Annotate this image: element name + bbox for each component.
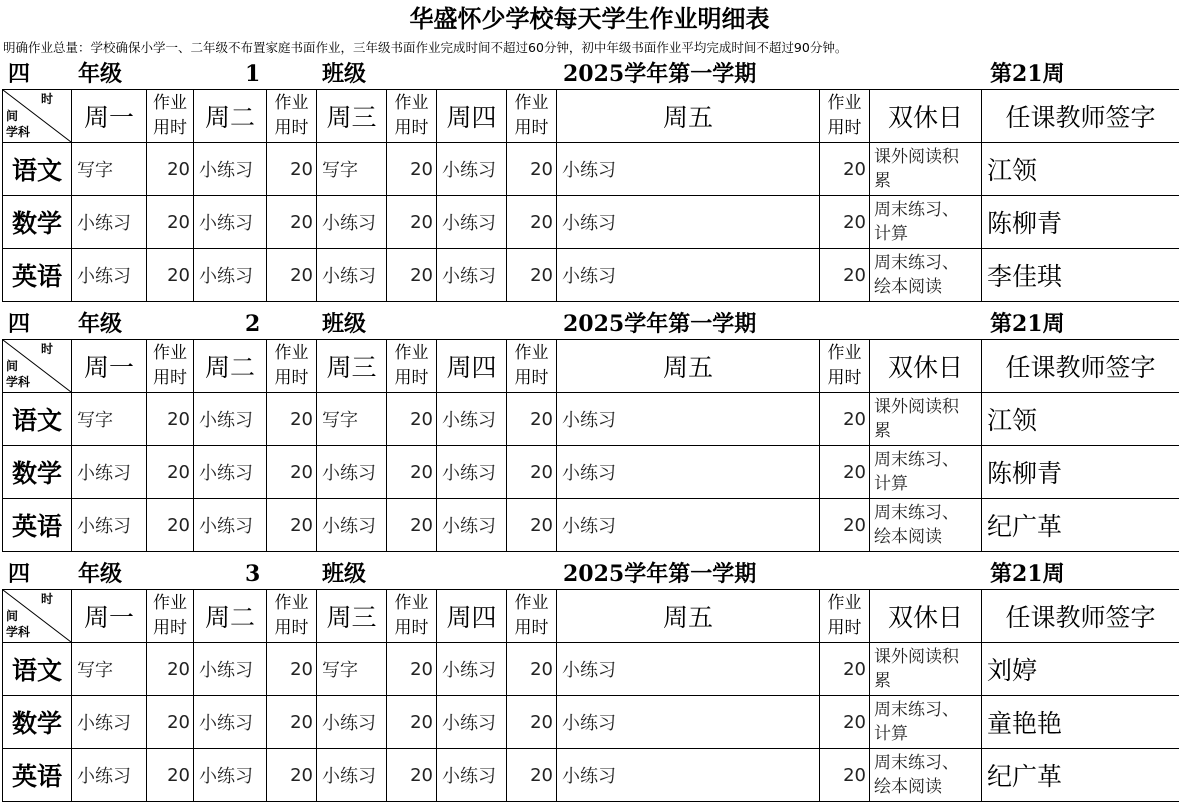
homework-minutes: 20	[387, 643, 437, 696]
day-header-wed: 周三	[317, 340, 387, 393]
term-label: 2025学年第一学期	[563, 561, 757, 587]
homework-minutes: 20	[267, 446, 317, 499]
homework-task: 小练习	[194, 643, 267, 696]
homework-time-header: 作业 用时	[507, 340, 557, 393]
day-header-tue: 周二	[194, 340, 267, 393]
day-header-mon: 周一	[72, 590, 147, 643]
homework-minutes: 20	[267, 749, 317, 802]
homework-task: 小练习	[72, 749, 147, 802]
corner-jian-label: 间	[6, 359, 19, 373]
weekend-header: 双休日	[870, 590, 982, 643]
day-header-wed: 周三	[317, 90, 387, 143]
homework-minutes: 20	[820, 446, 870, 499]
homework-minutes: 20	[267, 393, 317, 446]
teacher-signature-header: 任课教师签字	[982, 590, 1179, 643]
corner-time-label: 时	[40, 342, 53, 356]
homework-task: 小练习	[194, 196, 267, 249]
teacher-signature: 纪广革	[982, 499, 1179, 552]
homework-minutes: 20	[820, 499, 870, 552]
homework-task: 小练习	[557, 143, 820, 196]
subject-row	[3, 143, 1179, 196]
homework-task: 小练习	[317, 696, 387, 749]
subject-name: 英语	[3, 749, 72, 802]
homework-task: 小练习	[437, 143, 507, 196]
homework-minutes: 20	[387, 143, 437, 196]
weekend-header: 双休日	[870, 340, 982, 393]
homework-minutes: 20	[387, 749, 437, 802]
class-number: 2	[245, 311, 261, 337]
homework-task: 小练习	[72, 499, 147, 552]
homework-time-header: 作业 用时	[507, 90, 557, 143]
homework-time-header: 作业 用时	[820, 340, 870, 393]
homework-minutes: 20	[387, 249, 437, 302]
homework-minutes: 20	[147, 499, 194, 552]
homework-minutes: 20	[820, 749, 870, 802]
subject-name: 语文	[3, 143, 72, 196]
corner-cell	[3, 340, 72, 393]
homework-minutes: 20	[267, 499, 317, 552]
teacher-signature: 陈柳青	[982, 446, 1179, 499]
class-label: 班级	[322, 311, 367, 337]
corner-time-label: 时	[40, 92, 53, 106]
homework-task: 写字	[72, 143, 147, 196]
subject-name: 数学	[3, 446, 72, 499]
homework-task: 小练习	[317, 749, 387, 802]
homework-minutes: 20	[820, 643, 870, 696]
subject-row	[3, 499, 1179, 552]
homework-task: 小练习	[557, 393, 820, 446]
homework-table	[2, 89, 1179, 302]
homework-time-header: 作业 用时	[387, 590, 437, 643]
homework-task: 小练习	[437, 446, 507, 499]
homework-task: 小练习	[194, 696, 267, 749]
homework-task: 小练习	[317, 499, 387, 552]
homework-minutes: 20	[147, 249, 194, 302]
weekend-homework: 课外阅读积 累	[870, 143, 982, 196]
homework-minutes: 20	[267, 643, 317, 696]
teacher-signature: 江领	[982, 393, 1179, 446]
day-header-thu: 周四	[437, 90, 507, 143]
day-header-fri: 周五	[557, 340, 820, 393]
homework-task: 小练习	[557, 249, 820, 302]
homework-minutes: 20	[147, 143, 194, 196]
day-header-fri: 周五	[557, 590, 820, 643]
homework-minutes: 20	[147, 643, 194, 696]
homework-task: 小练习	[437, 249, 507, 302]
grade-label: 年级	[78, 311, 123, 337]
homework-task: 小练习	[557, 446, 820, 499]
homework-task: 小练习	[194, 249, 267, 302]
corner-subject-label: 学科	[6, 625, 31, 639]
homework-minutes: 20	[820, 196, 870, 249]
subject-row	[3, 393, 1179, 446]
weekend-homework: 周末练习、 绘本阅读	[870, 249, 982, 302]
grade-label: 年级	[78, 61, 123, 87]
homework-minutes: 20	[387, 696, 437, 749]
weekend-homework: 周末练习、 计算	[870, 696, 982, 749]
grade-value: 四	[8, 61, 31, 87]
term-label: 2025学年第一学期	[563, 311, 757, 337]
corner-jian-label: 间	[6, 609, 19, 623]
page-title: 华盛怀少学校每天学生作业明细表	[409, 4, 770, 33]
homework-task: 小练习	[437, 749, 507, 802]
grade-value: 四	[8, 561, 31, 587]
homework-task: 小练习	[437, 643, 507, 696]
homework-table	[2, 339, 1179, 552]
class-number: 1	[245, 61, 261, 87]
homework-task: 小练习	[437, 696, 507, 749]
homework-task: 写字	[317, 393, 387, 446]
weekend-homework: 周末练习、 计算	[870, 446, 982, 499]
homework-time-header: 作业 用时	[267, 590, 317, 643]
teacher-signature: 童艳艳	[982, 696, 1179, 749]
homework-task: 小练习	[194, 446, 267, 499]
teacher-signature: 李佳琪	[982, 249, 1179, 302]
weekend-homework: 周末练习、 绘本阅读	[870, 499, 982, 552]
homework-task: 小练习	[72, 446, 147, 499]
homework-task: 小练习	[437, 196, 507, 249]
teacher-signature: 江领	[982, 143, 1179, 196]
weekend-homework: 课外阅读积 累	[870, 643, 982, 696]
homework-time-header: 作业 用时	[267, 340, 317, 393]
homework-time-header: 作业 用时	[267, 90, 317, 143]
week-label: 第21周	[990, 311, 1065, 337]
day-header-thu: 周四	[437, 340, 507, 393]
teacher-signature: 陈柳青	[982, 196, 1179, 249]
subject-row	[3, 249, 1179, 302]
homework-minutes: 20	[820, 393, 870, 446]
homework-time-header: 作业 用时	[820, 90, 870, 143]
homework-task: 小练习	[437, 499, 507, 552]
homework-task: 写字	[72, 393, 147, 446]
day-header-wed: 周三	[317, 590, 387, 643]
table-header-row	[3, 590, 1179, 643]
week-label: 第21周	[990, 561, 1065, 587]
homework-minutes: 20	[507, 446, 557, 499]
homework-time-header: 作业 用时	[820, 590, 870, 643]
homework-time-header: 作业 用时	[147, 90, 194, 143]
class-info-row	[0, 309, 1179, 339]
homework-task: 小练习	[194, 499, 267, 552]
homework-task: 小练习	[194, 393, 267, 446]
corner-subject-label: 学科	[6, 125, 31, 139]
teacher-signature: 刘婷	[982, 643, 1179, 696]
homework-minutes: 20	[267, 143, 317, 196]
subject-row	[3, 749, 1179, 802]
day-header-mon: 周一	[72, 90, 147, 143]
homework-time-header: 作业 用时	[147, 590, 194, 643]
homework-task: 小练习	[557, 196, 820, 249]
homework-minutes: 20	[820, 696, 870, 749]
homework-minutes: 20	[507, 643, 557, 696]
homework-minutes: 20	[507, 393, 557, 446]
weekend-homework: 周末练习、 绘本阅读	[870, 749, 982, 802]
homework-time-header: 作业 用时	[387, 340, 437, 393]
corner-cell	[3, 590, 72, 643]
homework-minutes: 20	[820, 249, 870, 302]
homework-minutes: 20	[387, 446, 437, 499]
homework-time-header: 作业 用时	[507, 590, 557, 643]
subject-row	[3, 196, 1179, 249]
day-header-fri: 周五	[557, 90, 820, 143]
homework-minutes: 20	[387, 196, 437, 249]
class-info-row	[0, 59, 1179, 89]
homework-task: 小练习	[557, 749, 820, 802]
homework-minutes: 20	[507, 749, 557, 802]
homework-minutes: 20	[267, 696, 317, 749]
homework-time-header: 作业 用时	[147, 340, 194, 393]
homework-minutes: 20	[147, 696, 194, 749]
homework-minutes: 20	[820, 143, 870, 196]
class-label: 班级	[322, 61, 367, 87]
day-header-thu: 周四	[437, 590, 507, 643]
grade-label: 年级	[78, 561, 123, 587]
homework-minutes: 20	[507, 249, 557, 302]
day-header-mon: 周一	[72, 340, 147, 393]
subject-name: 语文	[3, 393, 72, 446]
subject-name: 英语	[3, 499, 72, 552]
homework-task: 小练习	[317, 196, 387, 249]
homework-task: 小练习	[557, 499, 820, 552]
homework-minutes: 20	[507, 143, 557, 196]
homework-task: 小练习	[437, 393, 507, 446]
corner-jian-label: 间	[6, 109, 19, 123]
corner-subject-label: 学科	[6, 375, 31, 389]
table-header-row	[3, 340, 1179, 393]
homework-minutes: 20	[507, 696, 557, 749]
homework-task: 写字	[317, 643, 387, 696]
subject-name: 语文	[3, 643, 72, 696]
subject-name: 数学	[3, 696, 72, 749]
weekend-homework: 周末练习、 计算	[870, 196, 982, 249]
homework-task: 小练习	[317, 446, 387, 499]
homework-minutes: 20	[507, 499, 557, 552]
homework-minutes: 20	[267, 196, 317, 249]
class-info-row	[0, 559, 1179, 589]
homework-task: 写字	[317, 143, 387, 196]
homework-minutes: 20	[147, 749, 194, 802]
subject-name: 数学	[3, 196, 72, 249]
homework-time-header: 作业 用时	[387, 90, 437, 143]
subject-row	[3, 643, 1179, 696]
class-number: 3	[245, 561, 261, 587]
homework-minutes: 20	[147, 393, 194, 446]
homework-task: 小练习	[72, 696, 147, 749]
day-header-tue: 周二	[194, 590, 267, 643]
homework-policy-note: 明确作业总量：学校确保小学一、二年级不布置家庭书面作业，三年级书面作业完成时间不超过60分钟，初中年级书面作业平均完成时间不超过90分钟。	[3, 40, 848, 55]
homework-task: 写字	[72, 643, 147, 696]
grade-value: 四	[8, 311, 31, 337]
homework-task: 小练习	[72, 249, 147, 302]
homework-task: 小练习	[557, 643, 820, 696]
homework-task: 小练习	[317, 249, 387, 302]
homework-task: 小练习	[72, 196, 147, 249]
teacher-signature-header: 任课教师签字	[982, 340, 1179, 393]
homework-table	[2, 589, 1179, 802]
corner-time-label: 时	[40, 592, 53, 606]
term-label: 2025学年第一学期	[563, 61, 757, 87]
table-header-row	[3, 90, 1179, 143]
corner-cell	[3, 90, 72, 143]
homework-task: 小练习	[194, 143, 267, 196]
homework-minutes: 20	[387, 499, 437, 552]
homework-minutes: 20	[147, 196, 194, 249]
subject-name: 英语	[3, 249, 72, 302]
teacher-signature-header: 任课教师签字	[982, 90, 1179, 143]
homework-minutes: 20	[387, 393, 437, 446]
class-label: 班级	[322, 561, 367, 587]
weekend-homework: 课外阅读积 累	[870, 393, 982, 446]
week-label: 第21周	[990, 61, 1065, 87]
homework-minutes: 20	[507, 196, 557, 249]
subject-row	[3, 446, 1179, 499]
weekend-header: 双休日	[870, 90, 982, 143]
teacher-signature: 纪广革	[982, 749, 1179, 802]
subject-row	[3, 696, 1179, 749]
homework-task: 小练习	[194, 749, 267, 802]
homework-minutes: 20	[147, 446, 194, 499]
homework-minutes: 20	[267, 249, 317, 302]
day-header-tue: 周二	[194, 90, 267, 143]
homework-task: 小练习	[557, 696, 820, 749]
